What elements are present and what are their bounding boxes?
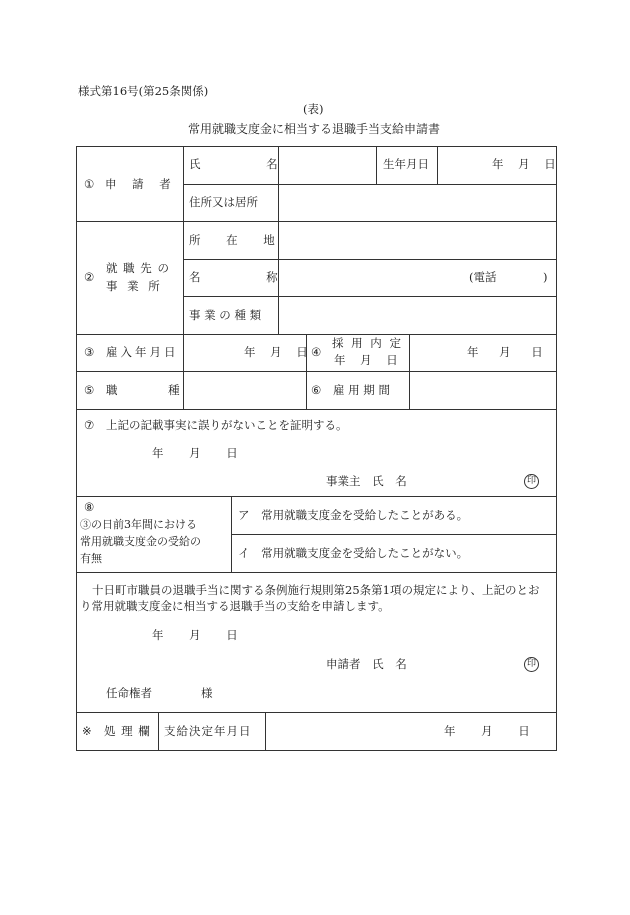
application-text-line2: り常用就職支度金に相当する退職手当の支給を申請します。 (80, 599, 390, 613)
prior-receipt-label-line2: 常用就職支度金の受給の (80, 535, 201, 548)
appointer-label: 任命権者 (106, 686, 152, 700)
row6-number: ⑥ (311, 383, 322, 397)
job-type-label: 職 種 (106, 383, 180, 397)
application-date-format: 年 月 日 (152, 628, 238, 642)
employment-period-label: 雇 用 期 間 (333, 383, 390, 397)
company-name-label: 名 称 (189, 270, 278, 284)
processing-label: 処 理 欄 (104, 724, 151, 738)
name-field[interactable] (280, 148, 375, 183)
business-type-label: 事 業 の 種 類 (189, 308, 262, 322)
form-number: 様式第16号(第25条関係) (78, 84, 209, 98)
location-field[interactable] (280, 223, 555, 258)
hire-date-label: 雇入年月日 (106, 345, 179, 359)
row4-number: ④ (311, 345, 322, 359)
row5-number: ⑤ (84, 383, 95, 397)
certification-text: 上記の記載事実に誤りがないことを証明する。 (106, 418, 348, 432)
applicant-signature-label: 申請者 氏 名 (326, 657, 407, 671)
hire-date-format: 年 月 日 (244, 345, 308, 359)
employer-signature-label: 事業主 氏 名 (326, 474, 407, 488)
address-field[interactable] (280, 186, 555, 220)
form-side: (表) (303, 102, 324, 116)
applicant-seal-icon: 印 (524, 657, 539, 672)
form-title: 常用就職支度金に相当する退職手当支給申請書 (188, 122, 441, 136)
row1-number: ① (84, 177, 95, 191)
offer-date-label-line1: 採 用 内 定 (332, 336, 403, 350)
option-received[interactable] (233, 498, 555, 533)
job-type-field[interactable] (185, 373, 305, 408)
company-name-field[interactable] (280, 261, 460, 295)
applicant-signature-field[interactable] (412, 653, 520, 675)
address-label: 住所又は居所 (189, 195, 258, 209)
name-label: 氏 名 (189, 157, 278, 171)
option-received-label: ア 常用就職支度金を受給したことがある。 (238, 508, 469, 522)
certification-date-format: 年 月 日 (152, 446, 238, 460)
employment-period-field[interactable] (411, 373, 555, 408)
employer-signature-field[interactable] (412, 470, 520, 492)
business-type-field[interactable] (280, 298, 555, 333)
appointer-honorific: 様 (201, 686, 213, 700)
processing-mark: ※ (82, 724, 92, 738)
prior-receipt-label-line1: ③の日前3年間における (80, 518, 197, 531)
phone-close: ) (543, 270, 548, 284)
option-not-received[interactable] (233, 536, 555, 571)
phone-label: (電話 (469, 270, 497, 284)
prior-receipt-label-line3: 有無 (80, 552, 102, 565)
decision-date-label: 支給決定年月日 (164, 724, 252, 738)
row8-number: ⑧ (84, 500, 95, 514)
option-not-received-label: イ 常用就職支度金を受給したことがない。 (238, 546, 469, 560)
appointer-field[interactable] (156, 682, 200, 704)
phone-field[interactable] (503, 264, 543, 292)
decision-date-format: 年 月 日 (444, 724, 530, 738)
offer-date-label-line2: 年 月 日 (334, 353, 398, 367)
row7-number: ⑦ (84, 418, 95, 432)
row2-number: ② (84, 270, 95, 284)
row3-number: ③ (84, 345, 95, 359)
location-label: 所 在 地 (189, 233, 275, 247)
applicant-label: 申 請 者 (105, 177, 171, 191)
employer-seal-icon: 印 (524, 474, 539, 489)
birthdate-label: 生年月日 (383, 157, 429, 171)
employer-label-line2: 事 業 所 (106, 279, 161, 293)
employer-label-line1: 就 職 先 の (106, 261, 170, 275)
birthdate-format: 年 月 日 (492, 157, 556, 171)
offer-date-format: 年 月 日 (467, 345, 543, 359)
application-text-line1: 十日町市職員の退職手当に関する条例施行規則第25条第1項の規定により、上記のとお (92, 583, 540, 597)
